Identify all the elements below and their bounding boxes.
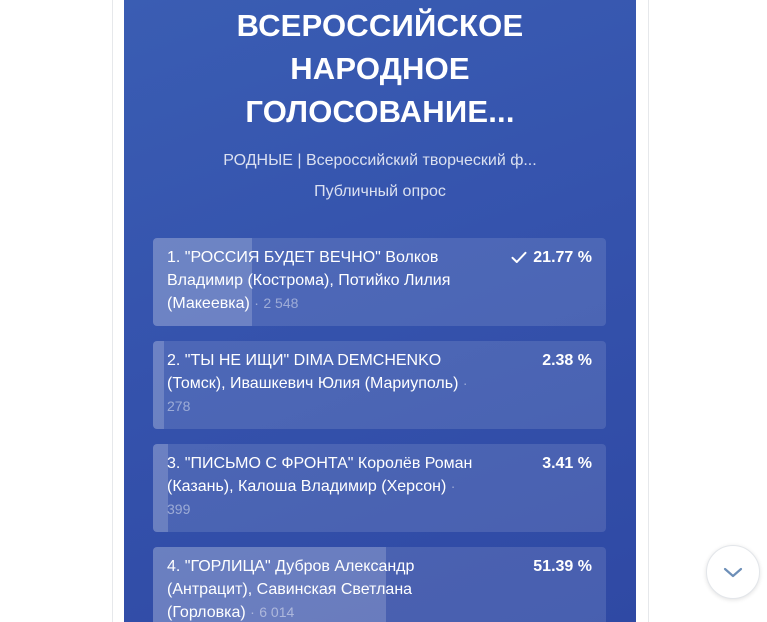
- poll-option-percent: 21.77 %: [533, 249, 592, 266]
- feed-divider-left: [112, 0, 113, 622]
- poll-option-percent: 51.39 %: [533, 558, 592, 575]
- poll-subtitle: РОДНЫЕ | Всероссийский творческий ф...: [223, 152, 537, 169]
- poll-title: [124, 4, 636, 133]
- chevron-down-icon: [722, 563, 744, 581]
- feed-divider-right: [648, 0, 649, 622]
- poll-option-text: [153, 444, 489, 529]
- check-icon: [511, 251, 527, 264]
- poll-option-separator: ·: [450, 478, 456, 494]
- poll-option-vote-count: 278: [167, 398, 191, 414]
- poll-title-line: ГОЛОСОВАНИЕ...: [245, 94, 515, 129]
- poll-option-text: [153, 341, 489, 426]
- poll-option-label: 4. "ГОРЛИЦА" Дубров Александр (Антрацит), Савинская Светлана (Горловка): [167, 558, 415, 621]
- poll-option-2[interactable]: [153, 341, 606, 429]
- poll-option-text: [153, 547, 489, 622]
- scroll-down-button[interactable]: [706, 545, 760, 599]
- poll-option-vote-count: 6 014: [259, 604, 295, 620]
- poll-option-label: 1. "РОССИЯ БУДЕТ ВЕЧНО" Волков Владимир (Кострома), Потийко Лилия (Макеевка): [167, 249, 451, 312]
- poll-card: [124, 0, 636, 622]
- poll-option-3[interactable]: [153, 444, 606, 532]
- poll-type-label: Публичный опрос: [314, 183, 446, 200]
- poll-option-separator: ·: [462, 375, 468, 391]
- poll-option-vote-count: 2 548: [263, 295, 299, 311]
- poll-option-4[interactable]: [153, 547, 606, 622]
- poll-option-label: 3. "ПИСЬМО С ФРОНТА" Королёв Роман (Казань), Калоша Владимир (Херсон): [167, 455, 473, 495]
- poll-option-label: 2. "ТЫ НЕ ИЩИ" DIMA DEMCHENKO (Томск), Ивашкевич Юлия (Мариуполь): [167, 352, 459, 392]
- poll-option-1[interactable]: [153, 238, 606, 326]
- poll-option-vote-count: 399: [167, 501, 191, 517]
- poll-option-separator: ·: [254, 295, 259, 311]
- poll-option-percent: 2.38 %: [542, 352, 592, 369]
- poll-option-percent-wrap: [511, 246, 592, 269]
- poll-title-line: НАРОДНОЕ: [290, 51, 470, 86]
- poll-option-separator: ·: [250, 604, 255, 620]
- poll-option-percent: 3.41 %: [542, 455, 592, 472]
- poll-title-line: ВСЕРОССИЙСКОЕ: [236, 8, 524, 43]
- poll-option-text: [153, 238, 489, 323]
